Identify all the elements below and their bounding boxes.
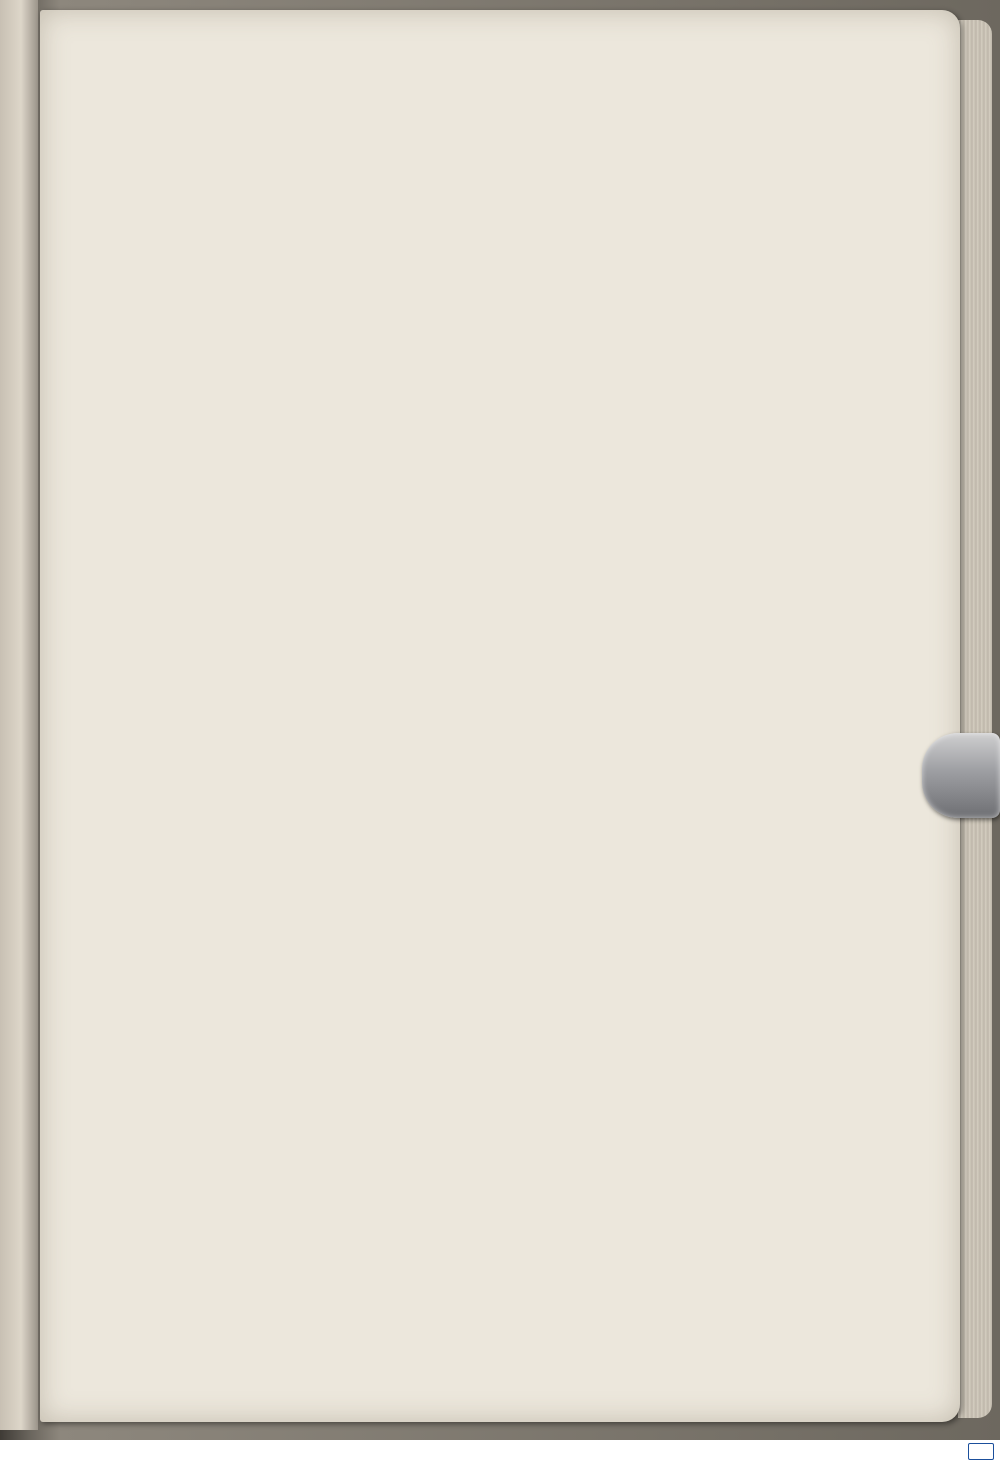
facing-page-edge [0,0,38,1430]
footer-bar [0,1440,1000,1464]
page-text [92,128,772,180]
dfg-logo-icon [968,1443,994,1460]
metal-page-clip [922,733,1000,818]
epistle-header [92,128,772,180]
page-stack-edges [958,20,992,1418]
book-page [40,10,960,1422]
